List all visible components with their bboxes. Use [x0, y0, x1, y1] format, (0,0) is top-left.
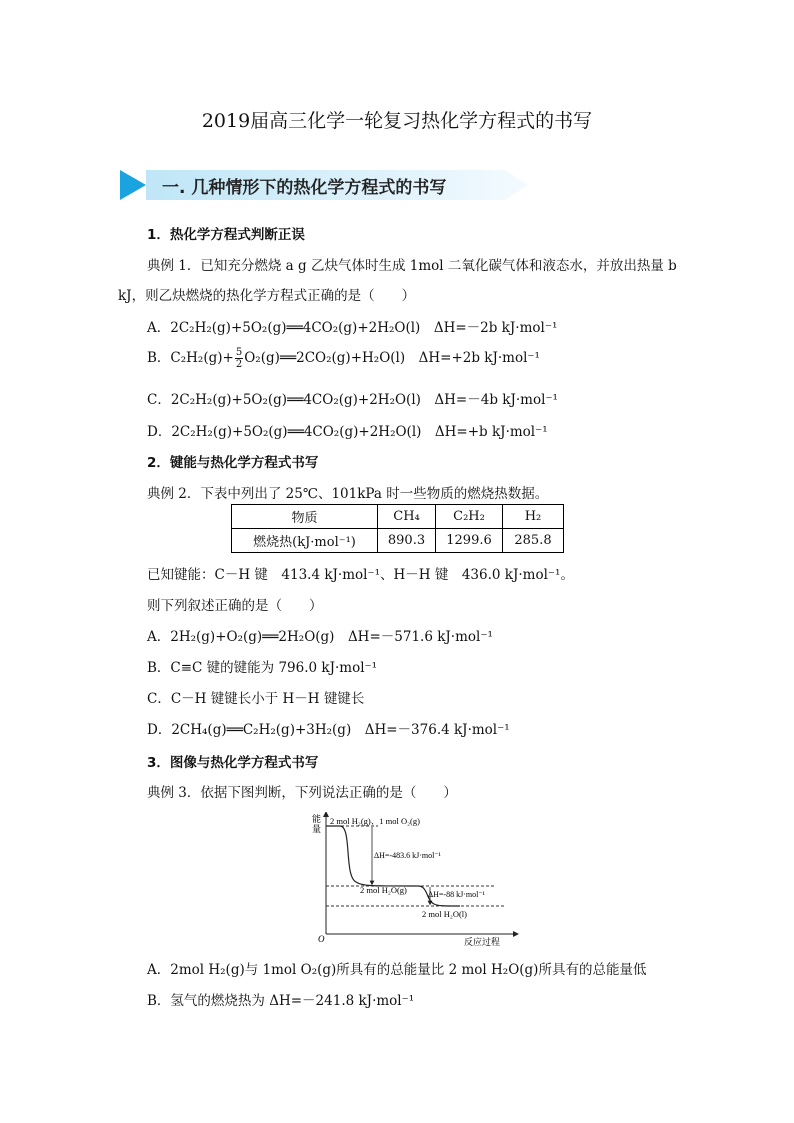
- q2-option-c: C．C－H 键键长小于 H－H 键键长: [147, 691, 365, 707]
- q3-option-a: A．2mol H₂(g)与 1mol O₂(g)所具有的总能量比 2 mol H₂O(g)所具有的总能量低: [147, 962, 647, 978]
- energy-diagram: [310, 812, 520, 948]
- table-header-row: [232, 505, 564, 529]
- x-axis-label: 反应过程: [464, 937, 501, 947]
- table-cell: CH₄: [378, 505, 436, 529]
- q2-text: 典例 2．下表中列出了 25℃、101kPa 时一些物质的燃烧热数据。: [147, 486, 549, 502]
- q1-option-d: D．2C₂H₂(g)+5O₂(g)══4CO₂(g)+2H₂O(l) ΔH=+b kJ·mol⁻¹: [147, 424, 548, 440]
- q1-option-b-rest: O₂(g)══2CO₂(g)+H₂O(l) ΔH=+2b kJ·mol⁻¹: [244, 350, 540, 366]
- combustion-heat-table: [231, 504, 564, 553]
- table-cell: C₂H₂: [436, 505, 503, 529]
- part2-heading: 2．键能与热化学方程式书写: [147, 455, 319, 471]
- section-banner: [120, 168, 530, 202]
- q3-text: 典例 3．依据下图判断，下列说法正确的是（ ）: [147, 785, 457, 801]
- q1-option-b-start: B．C₂H₂(g)+: [147, 350, 234, 366]
- part3-heading: 3．图像与热化学方程式书写: [147, 755, 319, 771]
- q1-option-a: A．2C₂H₂(g)+5O₂(g)══4CO₂(g)+2H₂O(l) ΔH=－2b kJ·mol⁻¹: [147, 320, 558, 336]
- fraction: $\frac{5}{2}$: [235, 347, 243, 370]
- table-cell: H₂: [503, 505, 564, 529]
- q2-option-a: A．2H₂(g)+O₂(g)══2H₂O(g) ΔH=－571.6 kJ·mol⁻¹: [147, 629, 493, 645]
- table-cell: 285.8: [503, 529, 564, 553]
- q1-option-c: C．2C₂H₂(g)+5O₂(g)══4CO₂(g)+2H₂O(l) ΔH=－4b kJ·mol⁻¹: [147, 392, 558, 408]
- origin-label: O: [318, 934, 325, 944]
- table-cell: 物质: [232, 505, 378, 529]
- table-cell: 燃烧热(kJ·mol⁻¹): [232, 529, 378, 553]
- q2-known: 已知键能：C－H 键 413.4 kJ·mol⁻¹、H－H 键 436.0 kJ·mol⁻¹。: [147, 567, 574, 583]
- level-low-label: 2 mol H₂O(l): [422, 909, 467, 919]
- table-cell: 1299.6: [436, 529, 503, 553]
- table-row: [232, 529, 564, 553]
- q1-line1: 典例 1．已知充分燃烧 a g 乙炔气体时生成 1mol 二氧化碳气体和液态水，并放出热量 b: [147, 258, 677, 274]
- level-mid-label: 2 mol H₂O(g): [360, 885, 407, 895]
- level-top-label: 2 mol H₂(g)、1 mol O₂(g): [330, 816, 420, 826]
- page-title: 2019届高三化学一轮复习热化学方程式的书写: [201, 110, 593, 132]
- energy-diagram-svg: [310, 812, 520, 948]
- q1-option-b: [147, 346, 540, 370]
- q1-line2: kJ，则乙炔燃烧的热化学方程式正确的是（ ）: [118, 288, 416, 304]
- q3-option-b: B．氢气的燃烧热为 ΔH=－241.8 kJ·mol⁻¹: [147, 993, 415, 1009]
- q2-option-d: D．2CH₄(g)══C₂H₂(g)+3H₂(g) ΔH=－376.4 kJ·mol⁻¹: [147, 722, 510, 738]
- q2-option-b: B．C≡C 键的键能为 796.0 kJ·mol⁻¹: [147, 660, 378, 676]
- q2-ask: 则下列叙述正确的是（ ）: [147, 598, 323, 614]
- y-axis-label: 能量: [312, 814, 322, 834]
- table-cell: 890.3: [378, 529, 436, 553]
- section-heading: 一. 几种情形下的热化学方程式的书写: [162, 178, 447, 198]
- dh2-label: ΔH=-88 kJ·mol⁻¹: [428, 890, 485, 899]
- dh1-label: ΔH=-483.6 kJ·mol⁻¹: [374, 851, 441, 860]
- part1-heading: 1．热化学方程式判断正误: [147, 227, 305, 243]
